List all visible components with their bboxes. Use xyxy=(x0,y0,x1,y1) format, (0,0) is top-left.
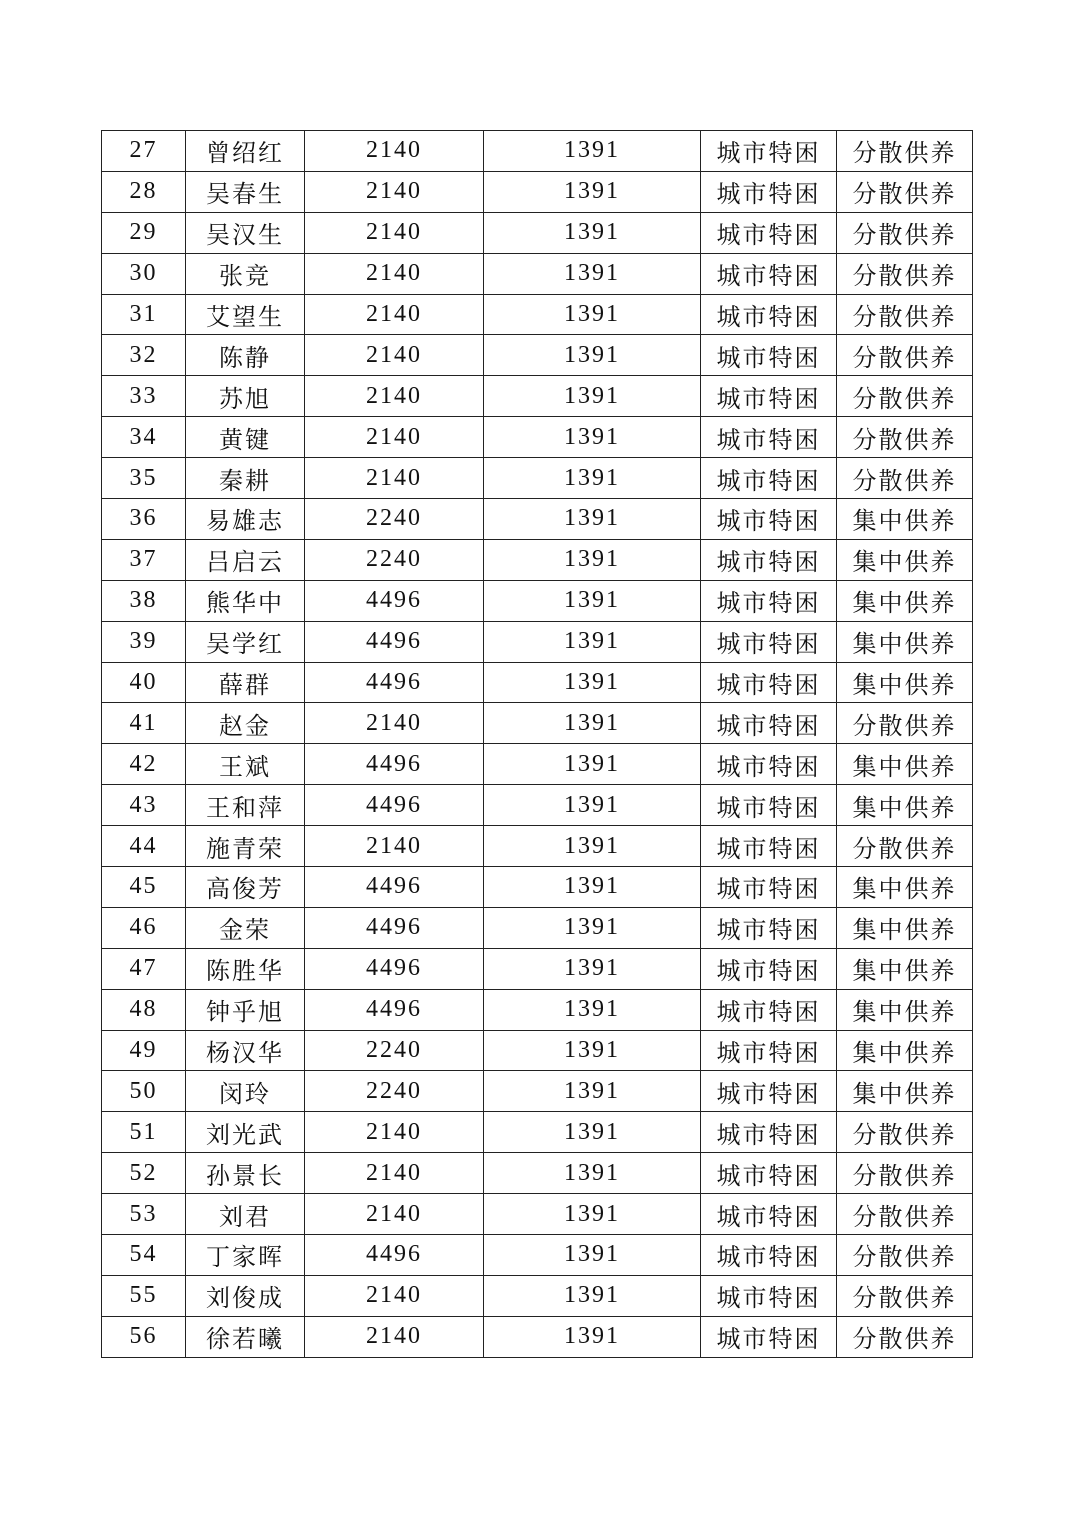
name-cell: 黄键 xyxy=(186,417,305,458)
table-row xyxy=(102,785,973,826)
amount-cell: 2140 xyxy=(305,131,484,172)
support-type-cell: 分散供养 xyxy=(837,417,973,458)
row-number-cell: 50 xyxy=(102,1071,186,1112)
standard-cell: 1391 xyxy=(484,948,701,989)
row-number-cell: 39 xyxy=(102,621,186,662)
name-cell: 王和萍 xyxy=(186,785,305,826)
name-cell: 刘光武 xyxy=(186,1112,305,1153)
row-number-cell: 37 xyxy=(102,539,186,580)
category-cell: 城市特困 xyxy=(701,1030,837,1071)
row-number-cell: 52 xyxy=(102,1153,186,1194)
name-cell: 孙景长 xyxy=(186,1153,305,1194)
amount-cell: 2140 xyxy=(305,253,484,294)
support-type-cell: 分散供养 xyxy=(837,1275,973,1316)
table-row xyxy=(102,253,973,294)
row-number-cell: 30 xyxy=(102,253,186,294)
amount-cell: 2140 xyxy=(305,171,484,212)
category-cell: 城市特困 xyxy=(701,1275,837,1316)
name-cell: 薛群 xyxy=(186,662,305,703)
standard-cell: 1391 xyxy=(484,1030,701,1071)
name-cell: 徐若曦 xyxy=(186,1316,305,1357)
amount-cell: 2140 xyxy=(305,1112,484,1153)
support-type-cell: 分散供养 xyxy=(837,294,973,335)
name-cell: 陈胜华 xyxy=(186,948,305,989)
support-type-cell: 分散供养 xyxy=(837,1194,973,1235)
name-cell: 赵金 xyxy=(186,703,305,744)
standard-cell: 1391 xyxy=(484,212,701,253)
standard-cell: 1391 xyxy=(484,621,701,662)
row-number-cell: 28 xyxy=(102,171,186,212)
standard-cell: 1391 xyxy=(484,1194,701,1235)
row-number-cell: 46 xyxy=(102,907,186,948)
category-cell: 城市特困 xyxy=(701,1153,837,1194)
name-cell: 钟乎旭 xyxy=(186,989,305,1030)
name-cell: 王斌 xyxy=(186,744,305,785)
standard-cell: 1391 xyxy=(484,907,701,948)
table-row xyxy=(102,621,973,662)
row-number-cell: 31 xyxy=(102,294,186,335)
name-cell: 闵玲 xyxy=(186,1071,305,1112)
name-cell: 刘君 xyxy=(186,1194,305,1235)
amount-cell: 2140 xyxy=(305,1275,484,1316)
category-cell: 城市特困 xyxy=(701,131,837,172)
category-cell: 城市特困 xyxy=(701,335,837,376)
support-type-cell: 分散供养 xyxy=(837,826,973,867)
row-number-cell: 33 xyxy=(102,376,186,417)
row-number-cell: 54 xyxy=(102,1235,186,1276)
row-number-cell: 44 xyxy=(102,826,186,867)
row-number-cell: 36 xyxy=(102,499,186,540)
support-type-cell: 分散供养 xyxy=(837,376,973,417)
table-row xyxy=(102,539,973,580)
support-type-cell: 集中供养 xyxy=(837,539,973,580)
category-cell: 城市特困 xyxy=(701,621,837,662)
row-number-cell: 56 xyxy=(102,1316,186,1357)
name-cell: 杨汉华 xyxy=(186,1030,305,1071)
table-row xyxy=(102,1030,973,1071)
standard-cell: 1391 xyxy=(484,417,701,458)
amount-cell: 4496 xyxy=(305,744,484,785)
standard-cell: 1391 xyxy=(484,1153,701,1194)
row-number-cell: 27 xyxy=(102,131,186,172)
name-cell: 苏旭 xyxy=(186,376,305,417)
category-cell: 城市特困 xyxy=(701,376,837,417)
name-cell: 陈静 xyxy=(186,335,305,376)
support-type-cell: 分散供养 xyxy=(837,171,973,212)
table-row xyxy=(102,1112,973,1153)
row-number-cell: 47 xyxy=(102,948,186,989)
amount-cell: 2140 xyxy=(305,1153,484,1194)
support-type-cell: 分散供养 xyxy=(837,131,973,172)
table-row xyxy=(102,376,973,417)
standard-cell: 1391 xyxy=(484,539,701,580)
table-row xyxy=(102,335,973,376)
table-row xyxy=(102,458,973,499)
category-cell: 城市特困 xyxy=(701,171,837,212)
category-cell: 城市特困 xyxy=(701,744,837,785)
amount-cell: 2140 xyxy=(305,294,484,335)
row-number-cell: 49 xyxy=(102,1030,186,1071)
row-number-cell: 42 xyxy=(102,744,186,785)
name-cell: 吴汉生 xyxy=(186,212,305,253)
category-cell: 城市特困 xyxy=(701,703,837,744)
name-cell: 艾望生 xyxy=(186,294,305,335)
support-type-cell: 集中供养 xyxy=(837,989,973,1030)
table-row xyxy=(102,1194,973,1235)
support-type-cell: 集中供养 xyxy=(837,744,973,785)
category-cell: 城市特困 xyxy=(701,1071,837,1112)
row-number-cell: 34 xyxy=(102,417,186,458)
name-cell: 秦耕 xyxy=(186,458,305,499)
support-type-cell: 分散供养 xyxy=(837,253,973,294)
standard-cell: 1391 xyxy=(484,376,701,417)
table-row xyxy=(102,1235,973,1276)
amount-cell: 2140 xyxy=(305,458,484,499)
category-cell: 城市特困 xyxy=(701,826,837,867)
category-cell: 城市特困 xyxy=(701,1316,837,1357)
table-row xyxy=(102,907,973,948)
amount-cell: 4496 xyxy=(305,621,484,662)
table-row xyxy=(102,948,973,989)
row-number-cell: 40 xyxy=(102,662,186,703)
standard-cell: 1391 xyxy=(484,703,701,744)
row-number-cell: 38 xyxy=(102,580,186,621)
standard-cell: 1391 xyxy=(484,171,701,212)
support-type-cell: 分散供养 xyxy=(837,458,973,499)
name-cell: 吴学红 xyxy=(186,621,305,662)
name-cell: 吴春生 xyxy=(186,171,305,212)
amount-cell: 2140 xyxy=(305,1316,484,1357)
standard-cell: 1391 xyxy=(484,458,701,499)
standard-cell: 1391 xyxy=(484,580,701,621)
assistance-roster-table xyxy=(101,130,973,1358)
support-type-cell: 分散供养 xyxy=(837,1153,973,1194)
row-number-cell: 45 xyxy=(102,867,186,908)
name-cell: 施青荣 xyxy=(186,826,305,867)
name-cell: 丁家晖 xyxy=(186,1235,305,1276)
amount-cell: 4496 xyxy=(305,907,484,948)
amount-cell: 2140 xyxy=(305,417,484,458)
table-row xyxy=(102,989,973,1030)
amount-cell: 4496 xyxy=(305,948,484,989)
support-type-cell: 分散供养 xyxy=(837,212,973,253)
standard-cell: 1391 xyxy=(484,294,701,335)
support-type-cell: 集中供养 xyxy=(837,785,973,826)
table-row xyxy=(102,703,973,744)
table-row xyxy=(102,131,973,172)
category-cell: 城市特困 xyxy=(701,1112,837,1153)
support-type-cell: 分散供养 xyxy=(837,1112,973,1153)
table-row xyxy=(102,294,973,335)
standard-cell: 1391 xyxy=(484,253,701,294)
category-cell: 城市特困 xyxy=(701,1194,837,1235)
amount-cell: 2140 xyxy=(305,703,484,744)
standard-cell: 1391 xyxy=(484,499,701,540)
amount-cell: 2240 xyxy=(305,1071,484,1112)
standard-cell: 1391 xyxy=(484,1316,701,1357)
category-cell: 城市特困 xyxy=(701,907,837,948)
row-number-cell: 51 xyxy=(102,1112,186,1153)
name-cell: 金荣 xyxy=(186,907,305,948)
category-cell: 城市特困 xyxy=(701,499,837,540)
support-type-cell: 分散供养 xyxy=(837,1235,973,1276)
category-cell: 城市特困 xyxy=(701,253,837,294)
row-number-cell: 35 xyxy=(102,458,186,499)
category-cell: 城市特困 xyxy=(701,662,837,703)
category-cell: 城市特困 xyxy=(701,458,837,499)
support-type-cell: 分散供养 xyxy=(837,703,973,744)
amount-cell: 2240 xyxy=(305,499,484,540)
standard-cell: 1391 xyxy=(484,662,701,703)
support-type-cell: 集中供养 xyxy=(837,499,973,540)
standard-cell: 1391 xyxy=(484,1071,701,1112)
amount-cell: 2140 xyxy=(305,212,484,253)
support-type-cell: 集中供养 xyxy=(837,867,973,908)
table-row xyxy=(102,867,973,908)
table-row xyxy=(102,1071,973,1112)
name-cell: 张竞 xyxy=(186,253,305,294)
support-type-cell: 分散供养 xyxy=(837,1316,973,1357)
row-number-cell: 29 xyxy=(102,212,186,253)
category-cell: 城市特困 xyxy=(701,989,837,1030)
category-cell: 城市特困 xyxy=(701,1235,837,1276)
amount-cell: 2140 xyxy=(305,376,484,417)
category-cell: 城市特困 xyxy=(701,785,837,826)
amount-cell: 2240 xyxy=(305,1030,484,1071)
amount-cell: 4496 xyxy=(305,989,484,1030)
table-row xyxy=(102,1275,973,1316)
standard-cell: 1391 xyxy=(484,744,701,785)
amount-cell: 4496 xyxy=(305,785,484,826)
category-cell: 城市特困 xyxy=(701,212,837,253)
standard-cell: 1391 xyxy=(484,867,701,908)
row-number-cell: 48 xyxy=(102,989,186,1030)
standard-cell: 1391 xyxy=(484,826,701,867)
category-cell: 城市特困 xyxy=(701,580,837,621)
table-row xyxy=(102,499,973,540)
name-cell: 熊华中 xyxy=(186,580,305,621)
table-row xyxy=(102,417,973,458)
support-type-cell: 集中供养 xyxy=(837,621,973,662)
amount-cell: 2140 xyxy=(305,335,484,376)
name-cell: 刘俊成 xyxy=(186,1275,305,1316)
standard-cell: 1391 xyxy=(484,1235,701,1276)
support-type-cell: 分散供养 xyxy=(837,335,973,376)
category-cell: 城市特困 xyxy=(701,539,837,580)
amount-cell: 4496 xyxy=(305,580,484,621)
support-type-cell: 集中供养 xyxy=(837,907,973,948)
table-row xyxy=(102,744,973,785)
standard-cell: 1391 xyxy=(484,335,701,376)
category-cell: 城市特困 xyxy=(701,294,837,335)
standard-cell: 1391 xyxy=(484,1275,701,1316)
category-cell: 城市特困 xyxy=(701,948,837,989)
name-cell: 吕启云 xyxy=(186,539,305,580)
support-type-cell: 集中供养 xyxy=(837,580,973,621)
amount-cell: 2140 xyxy=(305,826,484,867)
name-cell: 曾绍红 xyxy=(186,131,305,172)
support-type-cell: 集中供养 xyxy=(837,1030,973,1071)
row-number-cell: 55 xyxy=(102,1275,186,1316)
table-row xyxy=(102,662,973,703)
name-cell: 高俊芳 xyxy=(186,867,305,908)
standard-cell: 1391 xyxy=(484,785,701,826)
table-row xyxy=(102,1153,973,1194)
category-cell: 城市特困 xyxy=(701,417,837,458)
support-type-cell: 集中供养 xyxy=(837,1071,973,1112)
row-number-cell: 53 xyxy=(102,1194,186,1235)
amount-cell: 4496 xyxy=(305,1235,484,1276)
support-type-cell: 集中供养 xyxy=(837,948,973,989)
table-row xyxy=(102,1316,973,1357)
table-row xyxy=(102,212,973,253)
table-body xyxy=(102,131,973,1358)
standard-cell: 1391 xyxy=(484,1112,701,1153)
amount-cell: 2140 xyxy=(305,1194,484,1235)
amount-cell: 2240 xyxy=(305,539,484,580)
amount-cell: 4496 xyxy=(305,867,484,908)
category-cell: 城市特困 xyxy=(701,867,837,908)
standard-cell: 1391 xyxy=(484,131,701,172)
table-row xyxy=(102,580,973,621)
row-number-cell: 41 xyxy=(102,703,186,744)
row-number-cell: 43 xyxy=(102,785,186,826)
name-cell: 易雄志 xyxy=(186,499,305,540)
standard-cell: 1391 xyxy=(484,989,701,1030)
amount-cell: 4496 xyxy=(305,662,484,703)
table-row xyxy=(102,826,973,867)
support-type-cell: 集中供养 xyxy=(837,662,973,703)
table-row xyxy=(102,171,973,212)
row-number-cell: 32 xyxy=(102,335,186,376)
